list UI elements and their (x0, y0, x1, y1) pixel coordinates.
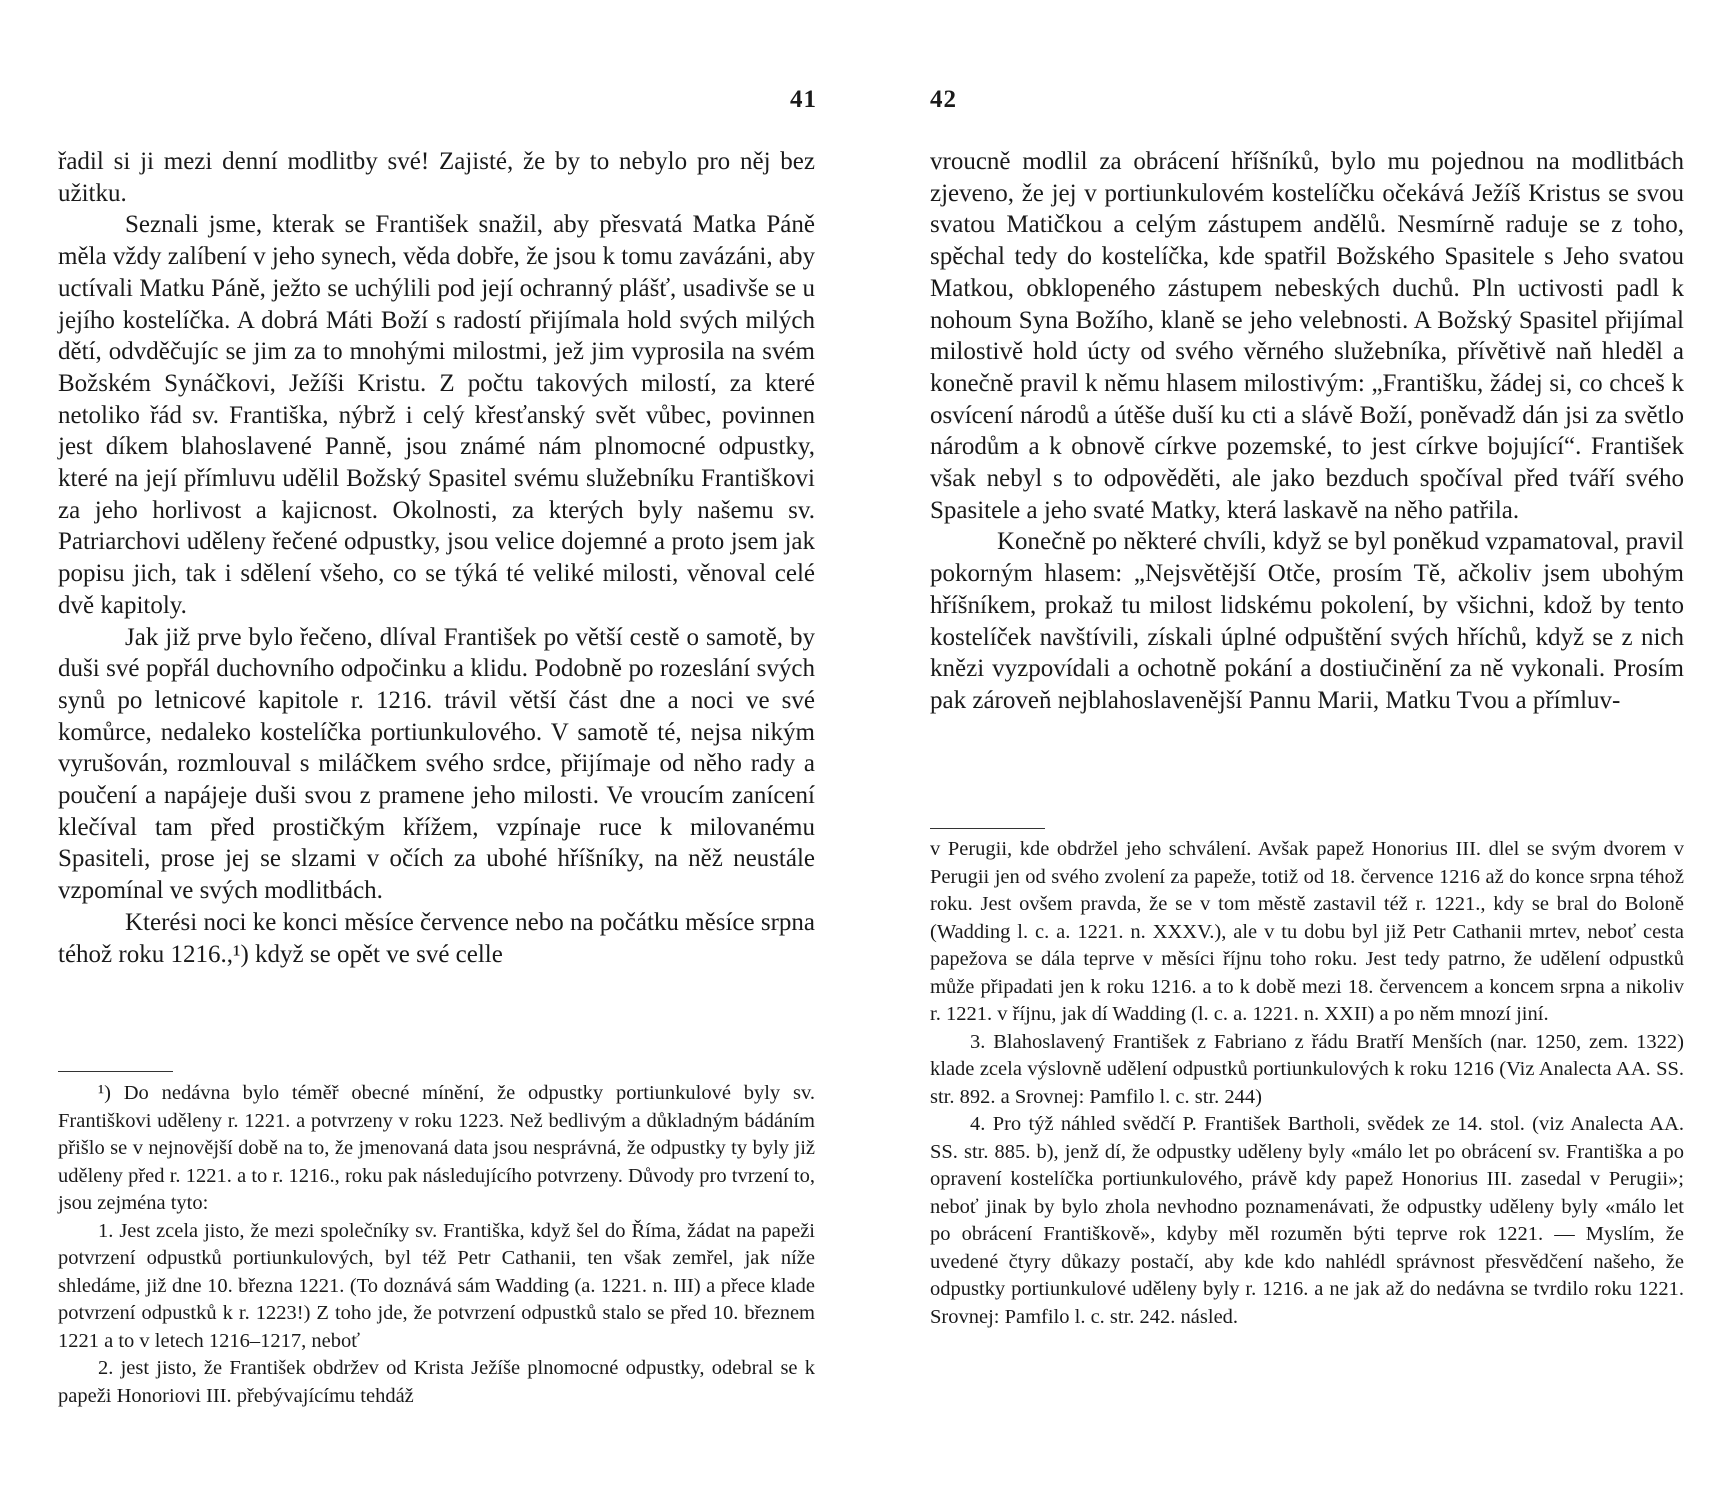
right-footnote-2: 3. Blahoslavený František z Fabriano z řádu Bratří Menších (nar. 1250, zem. 1322) klade zcela výslovně udělení odpustků portiunkulových k roku 1216 (Viz Analecta AA. SS. str. 892. a Srovnej: Pamfilo l. c. str. 244) (930, 1030, 1684, 1108)
left-footnote-3: 2. jest jisto, že František obdržev od Krista Ježíše plnomocné odpustky, odebral se k papeži Honoriovi III. přebývajícímu tehdáž (58, 1357, 815, 1407)
right-footnote-1: v Perugii, kde obdržel jeho schválení. Avšak papež Honorius III. dlel se svým dvorem v Perugii jen od svého zvolení za papeže, totiž od 18. července 1216 až do konce srpna téhož roku. Jest ovšem pravda, že se v tom městě zastavil též r. 1221., kdy se bral do Boloně (Wadding l. c. a. 1221. n. XXXV.), ale v tu dobu byl již Petr Cathanii mrtev, neboť cesta papežova se dála teprve v měsíci říjnu toho roku. Jest tedy patrno, že udělení odpustků může připadati jen k roku 1216. a to k době mezi 18. červencem a koncem srpna a nikoliv r. 1221. v říjnu, jak dí Wadding (l. c. a. 1221. n. XXII) a po něm mnozí jiní. (930, 838, 1684, 1025)
right-page (868, 0, 1736, 1500)
left-footnote-1: ¹) Do nedávna bylo téměř obecné mínění, že odpustky portiunkulové byly sv. Františkovi uděleny r. 1221. a potvrzeny v roku 1223. Než bedlivým a důkladným bádáním přišlo se v nejnovější době na to, že jmenovaná data jsou nesprávná, že odpustky ty byly již uděleny před r. 1221. a to r. 1216., roku pak následujícího potvrzeny. Důvody pro tvrzení to, jsou zejména tyto: (58, 1082, 815, 1214)
right-body-text (930, 146, 1684, 717)
left-footnotes (58, 1080, 815, 1410)
left-paragraph-4: Kterési noci ke konci měsíce července nebo na počátku měsíce srpna téhož roku 1216.,¹) když se opět ve své celle (58, 908, 815, 968)
footnote-divider-right (930, 828, 1045, 829)
left-body-text (58, 146, 815, 970)
left-footnote-2: 1. Jest zcela jisto, že mezi společníky sv. Františka, když šel do Říma, žádat na papeži potvrzení odpustků portiunkulových, byl též Petr Cathanii, ten však zemřel, jak níže shledáme, již dne 10. března 1221. (To doznává sám Wadding (a. 1221. n. III) a přece klade potvrzení odpustků k r. 1223!) Z toho jde, že potvrzení odpustků stalo se před 10. březnem 1221 a to v letech 1216–1217, neboť (58, 1219, 815, 1352)
page-number-right: 42 (930, 86, 957, 113)
right-paragraph-2: Konečně po některé chvíli, když se byl poněkud vzpamatoval, pravil pokorným hlasem: „Nejsvětější Otče, prosím Tě, ačkoliv jsem ubohým hříšníkem, prokaž tu milost lidskému pokolení, by všichni, kdož by tento kostelíček navštívili, získali úplné odpuštění svých hříchů, když se z nich knězi vyzpovídali a ochotně pokání a dostiučinění za ně vykonali. Prosím pak zároveň nejblahoslavenější Pannu Marii, Matku Tvou a přímluv- (930, 528, 1684, 714)
left-paragraph-1: řadil si ji mezi denní modlitby své! Zajisté, že by to nebylo pro něj bez užitku. (58, 148, 815, 207)
right-footnotes (930, 836, 1684, 1331)
right-paragraph-1: vroucně modlil za obrácení hříšníků, bylo mu pojednou na modlitbách zjeveno, že jej v portiunkulovém kostelíčku očekává Ježíš Kristus se svou svatou Matičkou a celým zástupem andělů. Nesmírně raduje se z toho, spěchal tedy do kostelíčka, kde spatřil Božského Spasitele s Jeho svatou Matkou, obklopeného zástupem nebeských duchů. Pln uctivosti padl k nohoum Syna Božího, klaně se jeho velebnosti. A Božský Spasitel přijímal milostivě hold úcty od svého věrného služebníka, přívětivě naň hleděl a konečně pravil k němu hlasem milostivým: „Františku, žádej si, co chceš k osvícení národů a útěše duší ku cti a slávě Boží, poněvadž dán jsi za světlo národům a k obnově církve pozemské, to jest církve bojující“. František však nebyl s to odpověděti, ale jako bezduch spočíval před tváří svého Spasitele a jeho svaté Matky, která laskavě na něho patřila. (930, 148, 1684, 524)
left-paragraph-3: Jak již prve bylo řečeno, dlíval František po větší cestě o samotě, by duši své popřál duchovního odpočinku a klidu. Podobně po rozeslání svých synů po letnicové kapitole r. 1216. trávil větší část dne a noci ve své komůrce, nedaleko kostelíčka portiunkulového. V samotě té, nejsa nikým vyrušován, rozmlouval s miláčkem svého srdce, přijímaje od něho rady a poučení a napájeje duši svou z pramene jeho milosti. Ve vroucím zanícení klečíval tam před prostičkým křížem, vzpínaje ruce k milovanému Spasiteli, prose jej se slzami v očích za ubohé hříšníky, na něž neustále vzpomínal ve svých modlitbách. (58, 623, 815, 905)
page-number-left: 41 (790, 86, 817, 113)
footnote-divider-left (58, 1071, 173, 1072)
right-footnote-3: 4. Pro týž náhled svědčí P. František Bartholi, svědek ze 14. stol. (viz Analecta AA. SS. str. 885. b), jenž dí, že odpustky uděleny byly «málo let po obrácení sv. Františka a po opravení kostelíčka portiunkulového, právě kdy papež Honorius III. zasedal v Perugii»; neboť jinak by bylo zhola nevhodno poznamenávati, že odpustky uděleny byly «málo let po obrácení Františkově», kdyby měl rozuměn býti teprve rok 1221. — Myslím, že uvedené čtyry důkazy postačí, aby kde kdo nahlédl správnost přesvědčení našeho, že odpustky portiunkulové uděleny byly r. 1216. a ne jak až do nedávna se tvrdilo roku 1221. Srovnej: Pamfilo l. c. str. 242. násled. (930, 1113, 1684, 1328)
left-paragraph-2: Seznali jsme, kterak se František snažil, aby přesvatá Matka Páně měla vždy zalíbení v jeho synech, věda dobře, že jsou k tomu zavázáni, aby uctívali Matku Páně, ježto se uchýlili pod její ochranný plášť, usadivše se u jejího kostelíčka. A dobrá Máti Boží s radostí přijímala hold svých milých dětí, odvděčujíc se jim za to mnohými milostmi, jež jim vyprosila na svém Božském Synáčkovi, Ježíši Kristu. Z počtu takových milostí, za které netoliko řád sv. Františka, nýbrž i celý křesťanský svět vůbec, povinnen jest díkem blahoslavené Panně, jsou známé nám plnomocné odpustky, které na její přímluvu udělil Božský Spasitel svému služebníku Františkovi za jeho horlivost a kajicnost. Okolnosti, za kterých byly našemu sv. Patriarchovi uděleny řečené odpustky, jsou velice dojemné a proto jsem jak popisu jich, tak i sdělení všeho, co se týká té veliké milosti, věnoval celé dvě kapitoly. (58, 211, 815, 619)
